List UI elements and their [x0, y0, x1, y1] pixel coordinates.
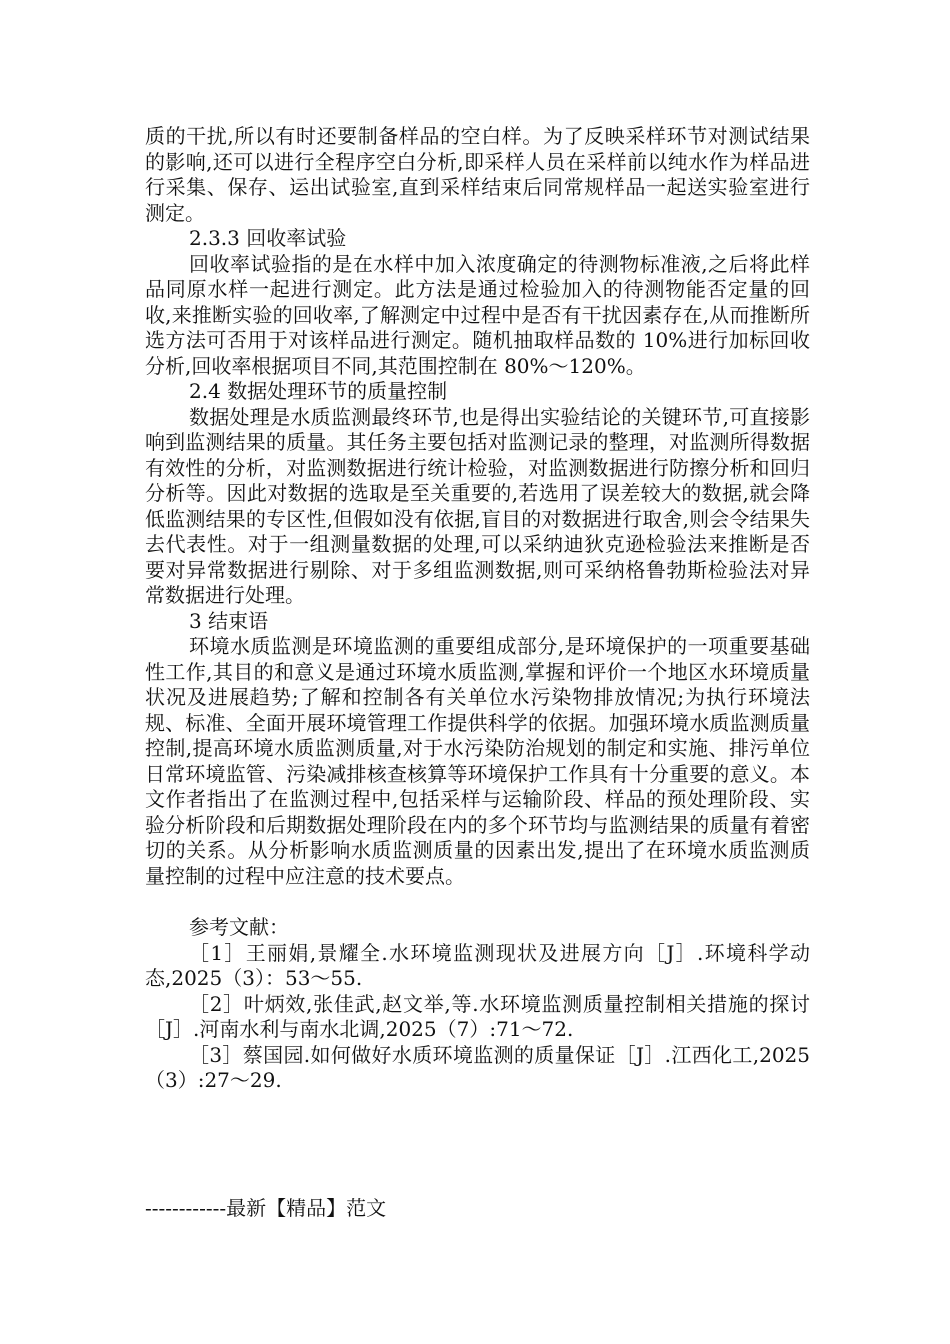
section-heading: 2.3.3 回收率试验	[189, 226, 347, 250]
body-paragraph: 质的干扰,所以有时还要制备样品的空白样。为了反映采样环节对测试结果的影响,还可以进行全程序空白分析,即采样人员在采样前以纯水作为样品进行采集、保存、运出试验室,直到采样结束后同常规样品一起送实验室进行测定。	[145, 124, 810, 225]
section-heading: 3 结束语	[189, 608, 269, 633]
section-heading: 2.4 数据处理环节的质量控制	[189, 379, 448, 403]
document-body	[145, 124, 810, 1094]
footer-text: ------------最新【精品】范文	[145, 1196, 387, 1220]
body-paragraph: 数据处理是水质监测最终环节,也是得出实验结论的关键环节,可直接影响到监测结果的质量。其任务主要包括对监测记录的整理，对监测所得数据有效性的分析，对监测数据进行统计检验，对监测数据进行防擦分析和回归分析等。因此对数据的选取是至关重要的,若选用了误差较大的数据,就会降低监测结果的专区性,但假如没有依据,盲目的对数据进行取舍,则会令结果失去代表性。对于一组测量数据的处理,可以采纳迪狄克逊检验法来推断是否要对异常数据进行剔除、对于多组监测数据,则可采纳格鲁勃斯检验法对异常数据进行处理。	[145, 404, 810, 607]
body-paragraph: 回收率试验指的是在水样中加入浓度确定的待测物标准液,之后将此样品同原水样一起进行测定。此方法是通过检验加入的待测物能否定量的回收,来推断实验的回收率,了解测定中过程中是否有干扰因素存在,从而推断所选方法可否用于对该样品进行测定。随机抽取样品数的 10%进行加标回收分析,回收率根据项目不同,其范围控制在 80%～120%。	[145, 251, 810, 378]
body-paragraph: 环境水质监测是环境监测的重要组成部分,是环境保护的一项重要基础性工作,其目的和意义是通过环境水质监测,掌握和评价一个地区水环境质量状况及进展趋势;了解和控制各有关单位水污染物排放情况;为执行环境法规、标准、全面开展环境管理工作提供科学的依据。加强环境水质监测质量控制,提高环境水质监测质量,对于水污染防治规划的制定和实施、排污单位日常环境监管、污染减排核查核算等环境保护工作具有十分重要的意义。本文作者指出了在监测过程中,包括采样与运输阶段、样品的预处理阶段、实验分析阶段和后期数据处理阶段在内的多个环节均与监测结果的质量有着密切的关系。从分析影响水质监测质量的因素出发,提出了在环境水质监测质量控制的过程中应注意的技术要点。	[145, 634, 810, 888]
references-title: 参考文献：	[189, 915, 289, 939]
reference-item: ［1］王丽娟,景耀全.水环境监测现状及进展方向［J］.环境科学动态,2025（3）：53～55.	[145, 940, 810, 990]
reference-item: ［3］蔡国园.如何做好水质环境监测的质量保证［J］.江西化工,2025（3）:27～29.	[145, 1042, 810, 1092]
reference-item: ［2］叶炳效,张佳武,赵文举,等.水环境监测质量控制相关措施的探讨［J］.河南水利与南水北调,2025（7）:71～72.	[145, 991, 810, 1041]
